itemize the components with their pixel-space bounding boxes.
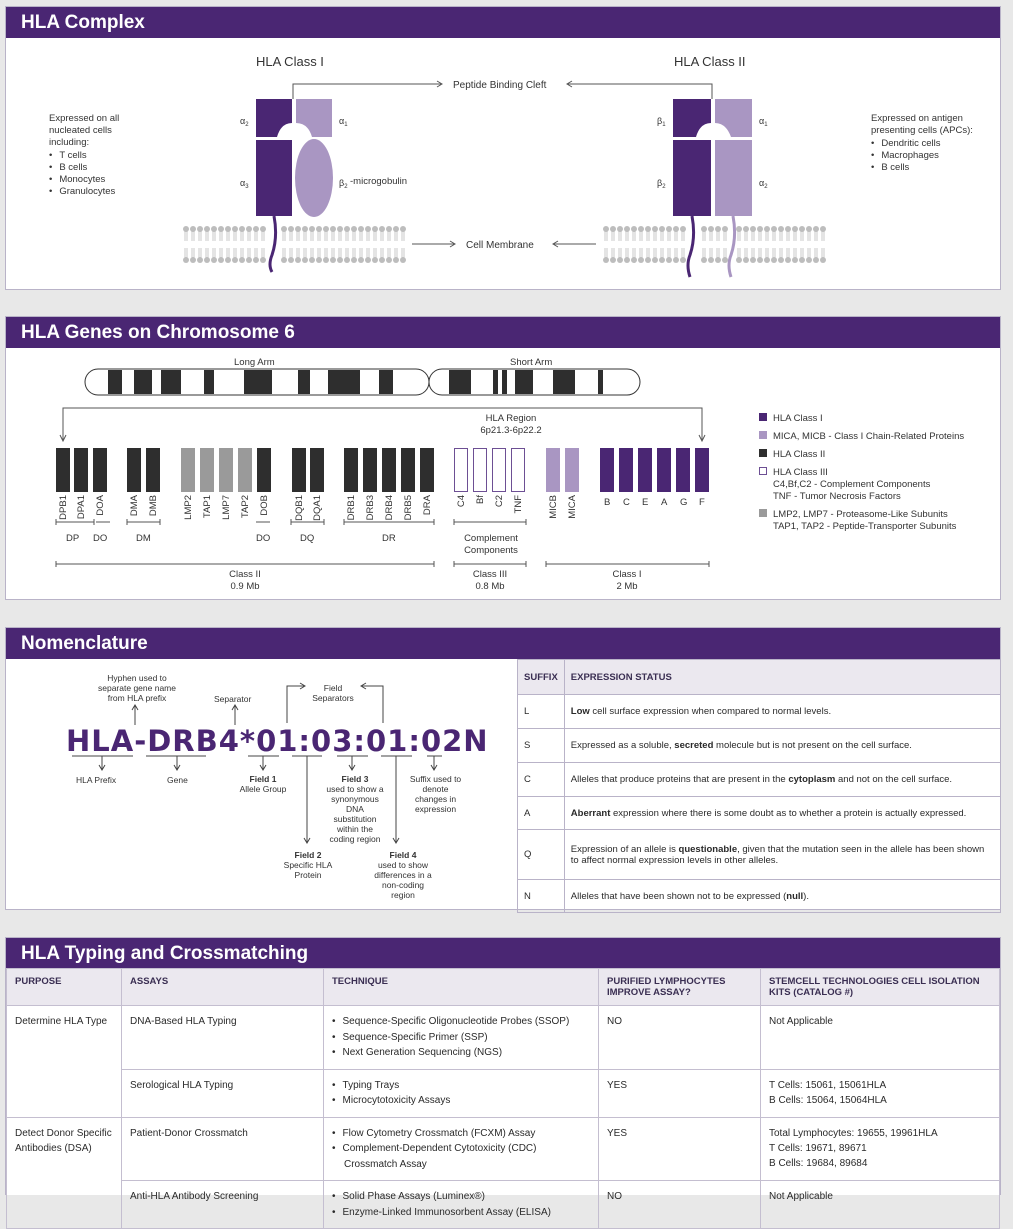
table-row bbox=[7, 1006, 1000, 1070]
gene-note: Gene bbox=[167, 775, 188, 785]
chromosome-panel bbox=[5, 316, 1001, 600]
class3-mb: 0.8 Mb bbox=[475, 581, 505, 592]
gene-label: C4 bbox=[456, 495, 467, 508]
beta2-label: $\beta_2$ bbox=[339, 178, 348, 190]
table-header-row bbox=[7, 969, 1000, 1006]
region-label bbox=[466, 413, 556, 437]
kits-cell: Not Applicable bbox=[761, 1181, 1000, 1229]
gene-dqb1 bbox=[292, 448, 306, 492]
gene-label: DRA bbox=[422, 495, 433, 516]
gene-drb5 bbox=[401, 448, 415, 492]
field4-note bbox=[372, 850, 434, 900]
group-dr: DR bbox=[382, 533, 396, 544]
alpha1-label: $\alpha_1$ bbox=[339, 116, 348, 128]
suffix-header: SUFFIX bbox=[518, 660, 565, 695]
nomenclature-arrows bbox=[6, 628, 516, 910]
gene-label: DQA1 bbox=[312, 495, 323, 521]
kits-cell: Total Lymphocytes: 19655, 19961HLA T Cells: 19671, 89671 B Cells: 19684, 89684 bbox=[761, 1117, 1000, 1181]
gene-e bbox=[638, 448, 652, 492]
field3-desc: used to show a synonymous DNA substitution within the coding region bbox=[326, 784, 384, 844]
assay-cell: Serological HLA Typing bbox=[122, 1069, 324, 1117]
kits-header: STEMCELL TECHNOLOGIES CELL ISOLATION KITS (CATALOG #) bbox=[761, 969, 1000, 1006]
gene-c2 bbox=[492, 448, 506, 492]
assay-cell: DNA-Based HLA Typing bbox=[122, 1006, 324, 1070]
gene-dra bbox=[420, 448, 434, 492]
suffix-table bbox=[517, 659, 1001, 913]
gene-label: DMB bbox=[148, 495, 159, 517]
suffix-cell: C bbox=[518, 763, 565, 797]
table-row bbox=[518, 695, 1001, 729]
class1-mb: 2 Mb bbox=[616, 581, 638, 592]
separator-note: Separator bbox=[214, 694, 252, 704]
legend-lmp: LMP2, LMP7 - Proteasome-Like Subunits TAP1, TAP2 - Peptide-Transporter Subunits bbox=[759, 509, 994, 533]
b2-microglobulin-icon bbox=[295, 139, 333, 217]
list-item: • Monocytes bbox=[49, 174, 149, 186]
gene-label: DPB1 bbox=[58, 495, 69, 520]
gene-drb3 bbox=[363, 448, 377, 492]
gene-dqa1 bbox=[310, 448, 324, 492]
right-expression-text bbox=[871, 113, 981, 174]
c2-alpha2-label: $\alpha_2$ bbox=[759, 178, 768, 190]
gene-micb bbox=[546, 448, 560, 492]
gene-label: TNF bbox=[513, 495, 524, 514]
field1-desc: Allele Group bbox=[239, 784, 287, 794]
class1-tail-icon bbox=[270, 216, 276, 272]
class2-title: HLA Class II bbox=[674, 54, 746, 69]
gene-label: LMP7 bbox=[221, 495, 232, 520]
table-header-row bbox=[518, 660, 1001, 695]
table-row bbox=[518, 729, 1001, 763]
gene-c bbox=[619, 448, 633, 492]
gene-label: DOA bbox=[95, 495, 106, 516]
hla-complex-panel bbox=[5, 6, 1001, 290]
list-item: • B cells bbox=[871, 162, 981, 174]
suffix-note: Suffix used to denote changes in expression bbox=[409, 774, 462, 814]
gene-drb1 bbox=[344, 448, 358, 492]
legend-swatch-icon bbox=[759, 413, 767, 421]
gene-tap1 bbox=[200, 448, 214, 492]
left-expression-intro: Expressed on all nucleated cells including: bbox=[49, 113, 120, 148]
gene-label: DRB3 bbox=[365, 495, 376, 521]
hyphen-note: Hyphen used to separate gene name from HLA prefix bbox=[98, 673, 176, 703]
gene-lmp7 bbox=[219, 448, 233, 492]
technique-cell: • Solid Phase Assays (Luminex®) • Enzyme-Linked Immunosorbent Assay (ELISA) bbox=[324, 1181, 599, 1229]
legend-class2: HLA Class II bbox=[759, 449, 994, 461]
region-bracket-icon bbox=[63, 408, 702, 440]
field2-title: Field 2 bbox=[294, 850, 322, 860]
status-cell: Expression of an allele is questionable, given that the mutation seen in the allele has been shown to affect normal expression levels in other alleles. bbox=[564, 830, 1000, 880]
gene-dob bbox=[257, 448, 271, 492]
legend-swatch-icon bbox=[759, 467, 767, 475]
technique-cell: • Sequence-Specific Oligonucleotide Probes (SSOP) • Sequence-Specific Primer (SSP) • Next Generation Sequencing (NGS) bbox=[324, 1006, 599, 1070]
gene-label: C2 bbox=[494, 495, 505, 508]
field1-title: Field 1 bbox=[249, 774, 277, 784]
improve-cell: YES bbox=[599, 1117, 761, 1181]
gene-label: DRB4 bbox=[384, 495, 395, 521]
group-dp: DP bbox=[66, 533, 80, 544]
gene-c4 bbox=[454, 448, 468, 492]
left-cell-list bbox=[49, 150, 149, 198]
gene-label: DRB1 bbox=[346, 495, 357, 521]
left-expression-text bbox=[49, 113, 149, 198]
chromosome-title: HLA Genes on Chromosome 6 bbox=[6, 317, 1000, 348]
membrane-right-icon bbox=[603, 226, 826, 263]
class1-alpha1-icon bbox=[296, 99, 332, 137]
suffix-cell: L bbox=[518, 695, 565, 729]
gene-label: C bbox=[623, 497, 630, 508]
cleft-arrow-left-icon bbox=[293, 84, 441, 99]
gene-a bbox=[657, 448, 671, 492]
gene-label: B bbox=[604, 497, 611, 508]
field1-note bbox=[231, 774, 295, 794]
typing-table bbox=[6, 968, 1000, 1229]
improve-cell: NO bbox=[599, 1006, 761, 1070]
membrane-left-icon bbox=[183, 226, 406, 263]
technique-cell: • Flow Cytometry Crossmatch (FCXM) Assay • Complement-Dependent Cytotoxicity (CDC) Crossmatch Assay bbox=[324, 1117, 599, 1181]
class2-alpha2-icon bbox=[715, 140, 752, 216]
list-item: • Granulocytes bbox=[49, 186, 149, 198]
kits-cell: T Cells: 15061, 15061HLA B Cells: 15064, 15064HLA bbox=[761, 1069, 1000, 1117]
gene-lmp2 bbox=[181, 448, 195, 492]
group-complement: Complement Components bbox=[464, 533, 518, 556]
nomenclature-title: Nomenclature bbox=[6, 628, 1000, 659]
gene-label: LMP2 bbox=[183, 495, 194, 520]
improve-header: PURIFIED LYMPHOCYTES IMPROVE ASSAY? bbox=[599, 969, 761, 1006]
gene-drb4 bbox=[382, 448, 396, 492]
status-cell: Low cell surface expression when compared to normal levels. bbox=[564, 695, 1000, 729]
suffix-cell: N bbox=[518, 880, 565, 913]
table-row bbox=[7, 1117, 1000, 1181]
suffix-cell: Q bbox=[518, 830, 565, 880]
status-cell: Expressed as a soluble, secreted molecule but is not present on the cell surface. bbox=[564, 729, 1000, 763]
gene-label: F bbox=[699, 497, 705, 508]
status-cell: Alleles that have been shown not to be expressed (null). bbox=[564, 880, 1000, 913]
technique-cell: • Typing Trays • Microcytotoxicity Assays bbox=[324, 1069, 599, 1117]
nomenclature-panel bbox=[5, 627, 1001, 910]
field2-desc: Specific HLA Protein bbox=[283, 860, 333, 880]
class2-mb: 0.9 Mb bbox=[230, 581, 260, 592]
region-location: 6p21.3-6p22.2 bbox=[480, 425, 542, 436]
gene-label: Bf bbox=[475, 495, 486, 504]
group-do-2: DO bbox=[256, 533, 271, 544]
list-item: • B cells bbox=[49, 162, 149, 174]
gene-dpa1 bbox=[74, 448, 88, 492]
assays-header: ASSAYS bbox=[122, 969, 324, 1006]
group-dm: DM bbox=[136, 533, 151, 544]
class1-size bbox=[577, 569, 677, 593]
short-arm-label: Short Arm bbox=[510, 357, 553, 368]
gene-doa bbox=[93, 448, 107, 492]
hla-complex-title: HLA Complex bbox=[6, 7, 1000, 38]
gene-label: E bbox=[642, 497, 649, 508]
class1-alpha2-icon bbox=[256, 99, 292, 137]
field3-title: Field 3 bbox=[341, 774, 369, 784]
alpha3-label: $\alpha_3$ bbox=[240, 178, 249, 190]
c2-beta2-label: $\beta_2$ bbox=[657, 178, 666, 190]
gene-tap2 bbox=[238, 448, 252, 492]
gene-tnf bbox=[511, 448, 525, 492]
typing-title: HLA Typing and Crossmatching bbox=[6, 938, 1000, 969]
suffix-cell: A bbox=[518, 797, 565, 830]
status-cell: Aberrant expression where there is some doubt as to whether a protein is actually expressed. bbox=[564, 797, 1000, 830]
improve-cell: NO bbox=[599, 1181, 761, 1229]
field4-title: Field 4 bbox=[389, 850, 417, 860]
gene-label: TAP2 bbox=[240, 495, 251, 519]
legend-swatch-icon bbox=[759, 449, 767, 457]
long-arm-label: Long Arm bbox=[234, 357, 275, 368]
cleft-label: Peptide Binding Cleft bbox=[453, 80, 547, 91]
list-item: • Macrophages bbox=[871, 150, 981, 162]
b2m-label: -microgobulin bbox=[350, 176, 408, 187]
technique-header: TECHNIQUE bbox=[324, 969, 599, 1006]
gene-label: MICB bbox=[548, 495, 559, 519]
class3-size bbox=[440, 569, 540, 593]
gene-dmb bbox=[146, 448, 160, 492]
assay-cell: Patient-Donor Crossmatch bbox=[122, 1117, 324, 1181]
gene-label: DOB bbox=[259, 495, 270, 516]
gene-label: DMA bbox=[129, 495, 140, 517]
c2-beta1-label: $\beta_1$ bbox=[657, 116, 666, 128]
expression-header: EXPRESSION STATUS bbox=[564, 660, 1000, 695]
c2-alpha1-label: $\alpha_1$ bbox=[759, 116, 768, 128]
table-row bbox=[7, 1069, 1000, 1117]
table-row bbox=[518, 830, 1001, 880]
class2-beta1-icon bbox=[673, 99, 711, 137]
table-row bbox=[518, 880, 1001, 913]
allele-name: HLA-DRB4*01:03:01:02N bbox=[66, 724, 489, 758]
typing-panel bbox=[5, 937, 1001, 1218]
gene-label: TAP1 bbox=[202, 495, 213, 519]
gene-f bbox=[695, 448, 709, 492]
list-item: • T cells bbox=[49, 150, 149, 162]
field4-desc: used to show differences in a non-coding region bbox=[374, 860, 432, 900]
legend-swatch-icon bbox=[759, 509, 767, 517]
purpose-cell: Detect Donor Specific Antibodies (DSA) bbox=[7, 1117, 122, 1229]
hla-complex-diagram bbox=[6, 7, 1000, 289]
gene-label: MICA bbox=[567, 495, 578, 519]
region-name: HLA Region bbox=[485, 413, 537, 424]
kits-cell: Not Applicable bbox=[761, 1006, 1000, 1070]
gene-label: DPA1 bbox=[76, 495, 87, 520]
legend-class1: HLA Class I bbox=[759, 413, 994, 425]
legend-class3: HLA Class III C4,Bf,C2 - Complement Components TNF - Tumor Necrosis Factors bbox=[759, 467, 994, 503]
list-item: • Dendritic cells bbox=[871, 138, 981, 150]
gene-mica bbox=[565, 448, 579, 492]
gene-g bbox=[676, 448, 690, 492]
improve-cell: YES bbox=[599, 1069, 761, 1117]
suffix-cell: S bbox=[518, 729, 565, 763]
legend-swatch-icon bbox=[759, 431, 767, 439]
group-do: DO bbox=[93, 533, 108, 544]
class2-size bbox=[195, 569, 295, 593]
purpose-cell: Determine HLA Type bbox=[7, 1006, 122, 1118]
assay-cell: Anti-HLA Antibody Screening bbox=[122, 1181, 324, 1229]
prefix-note: HLA Prefix bbox=[76, 775, 117, 785]
purpose-header: PURPOSE bbox=[7, 969, 122, 1006]
gene-legend bbox=[759, 413, 994, 533]
field3-note bbox=[324, 774, 386, 844]
gene-label: A bbox=[661, 497, 668, 508]
gene-dpb1 bbox=[56, 448, 70, 492]
membrane-label: Cell Membrane bbox=[466, 240, 534, 251]
class1-title: HLA Class I bbox=[256, 54, 324, 69]
alpha2-label: $\alpha_2$ bbox=[240, 116, 249, 128]
class3-name: Class III bbox=[472, 569, 508, 580]
gene-bf bbox=[473, 448, 487, 492]
field-separators-note: Field Separators bbox=[312, 683, 354, 703]
gene-label: DQB1 bbox=[294, 495, 305, 521]
cleft-arrow-right-icon bbox=[568, 84, 712, 99]
table-row bbox=[518, 797, 1001, 830]
table-row bbox=[518, 763, 1001, 797]
gene-label: G bbox=[680, 497, 688, 508]
table-row bbox=[7, 1181, 1000, 1229]
gene-b bbox=[600, 448, 614, 492]
gene-label: DRB5 bbox=[403, 495, 414, 521]
legend-mica: MICA, MICB - Class I Chain-Related Proteins bbox=[759, 431, 994, 443]
gene-dma bbox=[127, 448, 141, 492]
status-cell: Alleles that produce proteins that are present in the cytoplasm and not on the cell surface. bbox=[564, 763, 1000, 797]
class2-tail-alpha-icon bbox=[729, 216, 735, 277]
class1-name: Class I bbox=[612, 569, 642, 580]
class1-alpha3-icon bbox=[256, 140, 292, 216]
right-expression-intro: Expressed on antigen presenting cells (APCs): bbox=[871, 113, 973, 136]
group-dq: DQ bbox=[300, 533, 315, 544]
class2-tail-beta-icon bbox=[688, 216, 694, 277]
field2-note bbox=[277, 850, 339, 880]
class2-name: Class II bbox=[229, 569, 261, 580]
class2-beta2-icon bbox=[673, 140, 711, 216]
class2-alpha1-icon bbox=[715, 99, 752, 137]
right-cell-list bbox=[871, 138, 981, 174]
